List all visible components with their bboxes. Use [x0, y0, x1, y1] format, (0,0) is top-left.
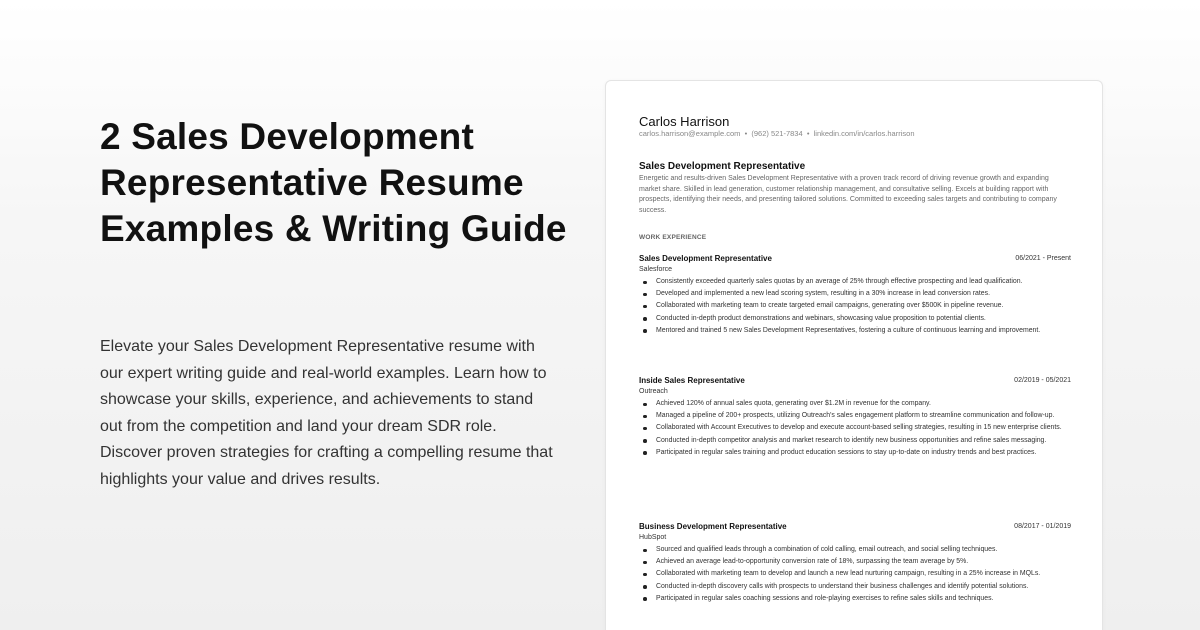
- job-title: Business Development Representative: [639, 522, 787, 531]
- job-header: [639, 521, 1071, 532]
- job-bullet: Conducted in-depth product demonstrations and webinars, showcasing value proposition to potential clients.: [656, 313, 1071, 325]
- resume-name: Carlos Harrison: [639, 114, 730, 129]
- job-bullet: Conducted in-depth discovery calls with prospects to understand their business challenges and identify potential solutions.: [656, 581, 1071, 593]
- job-bullet: Consistently exceeded quarterly sales quotas by an average of 25% through effective prospecting and lead qualification.: [656, 276, 1071, 288]
- job-bullet: Achieved 120% of annual sales quota, generating over $1.2M in revenue for the company.: [656, 398, 1071, 410]
- resume-headline: Sales Development Representative: [639, 161, 806, 172]
- job-title: Inside Sales Representative: [639, 376, 745, 385]
- job-dates: 06/2021 - Present: [1015, 255, 1071, 262]
- job-bullets: [639, 398, 1071, 459]
- job-entry: [639, 375, 1071, 459]
- job-bullet: Mentored and trained 5 new Sales Development Representatives, fostering a culture of continuous learning and improvement.: [656, 325, 1071, 337]
- resume-preview: [605, 80, 1103, 630]
- job-bullet: Collaborated with marketing team to develop and launch a new lead nurturing campaign, resulting in a 25% increase in MQLs.: [656, 568, 1071, 580]
- job-company: Salesforce: [639, 266, 673, 273]
- job-bullet: Collaborated with marketing team to create targeted email campaigns, generating over $500K in pipeline revenue.: [656, 300, 1071, 312]
- job-bullets: [639, 544, 1071, 605]
- job-company: HubSpot: [639, 534, 667, 541]
- job-bullet: Managed a pipeline of 200+ prospects, utilizing Outreach's sales engagement platform to streamline communication and follow-up.: [656, 410, 1071, 422]
- job-bullets: [639, 276, 1071, 337]
- job-title: Sales Development Representative: [639, 254, 772, 263]
- job-header: [639, 253, 1071, 264]
- job-bullet: Sourced and qualified leads through a combination of cold calling, email outreach, and social selling techniques.: [656, 544, 1071, 556]
- job-dates: 02/2019 - 05/2021: [1014, 377, 1071, 384]
- job-bullet: Achieved an average lead-to-opportunity conversion rate of 18%, surpassing the team average by 5%.: [656, 556, 1071, 568]
- job-bullet: Collaborated with Account Executives to develop and execute account-based selling strategies, resulting in 15 new enterprise clients.: [656, 422, 1071, 434]
- job-bullet: Developed and implemented a new lead scoring system, resulting in a 30% increase in lead conversion rates.: [656, 288, 1071, 300]
- job-entry: [639, 521, 1071, 605]
- resume-contact: carlos.harrison@example.com • (962) 521-7834 • linkedin.com/in/carlos.harrison: [639, 129, 915, 138]
- resume-summary: Energetic and results-driven Sales Development Representative with a proven track record of driving revenue growth and expanding market share. Skilled in lead generation, customer relationship management, and consultative selling. Excels at building rapport with prospects, identifying their needs, and presenting tailored solutions. Committed to exceeding sales targets and contributing to company success.: [639, 175, 1057, 214]
- job-bullet: Conducted in-depth competitor analysis and market research to identify new business opportunities and refine sales messaging.: [656, 435, 1071, 447]
- job-bullet: Participated in regular sales coaching sessions and role-playing exercises to refine sales skills and techniques.: [656, 593, 1071, 605]
- page-title: 2 Sales Development Representative Resume Examples & Writing Guide: [100, 116, 567, 249]
- job-header: [639, 375, 1071, 386]
- job-dates: 08/2017 - 01/2019: [1014, 523, 1071, 530]
- job-entry: [639, 253, 1071, 337]
- page-description: Elevate your Sales Development Representative resume with our expert writing guide and real-world examples. Learn how to showcase your skills, experience, and achievements to stand out from the competition and land your dream SDR role. Discover proven strategies for crafting a compelling resume that highlights your value and drives results.: [100, 338, 553, 488]
- job-company: Outreach: [639, 388, 668, 395]
- section-label-work-experience: WORK EXPERIENCE: [639, 234, 707, 241]
- job-bullet: Participated in regular sales training and product education sessions to stay up-to-date on industry trends and best practices.: [656, 447, 1071, 459]
